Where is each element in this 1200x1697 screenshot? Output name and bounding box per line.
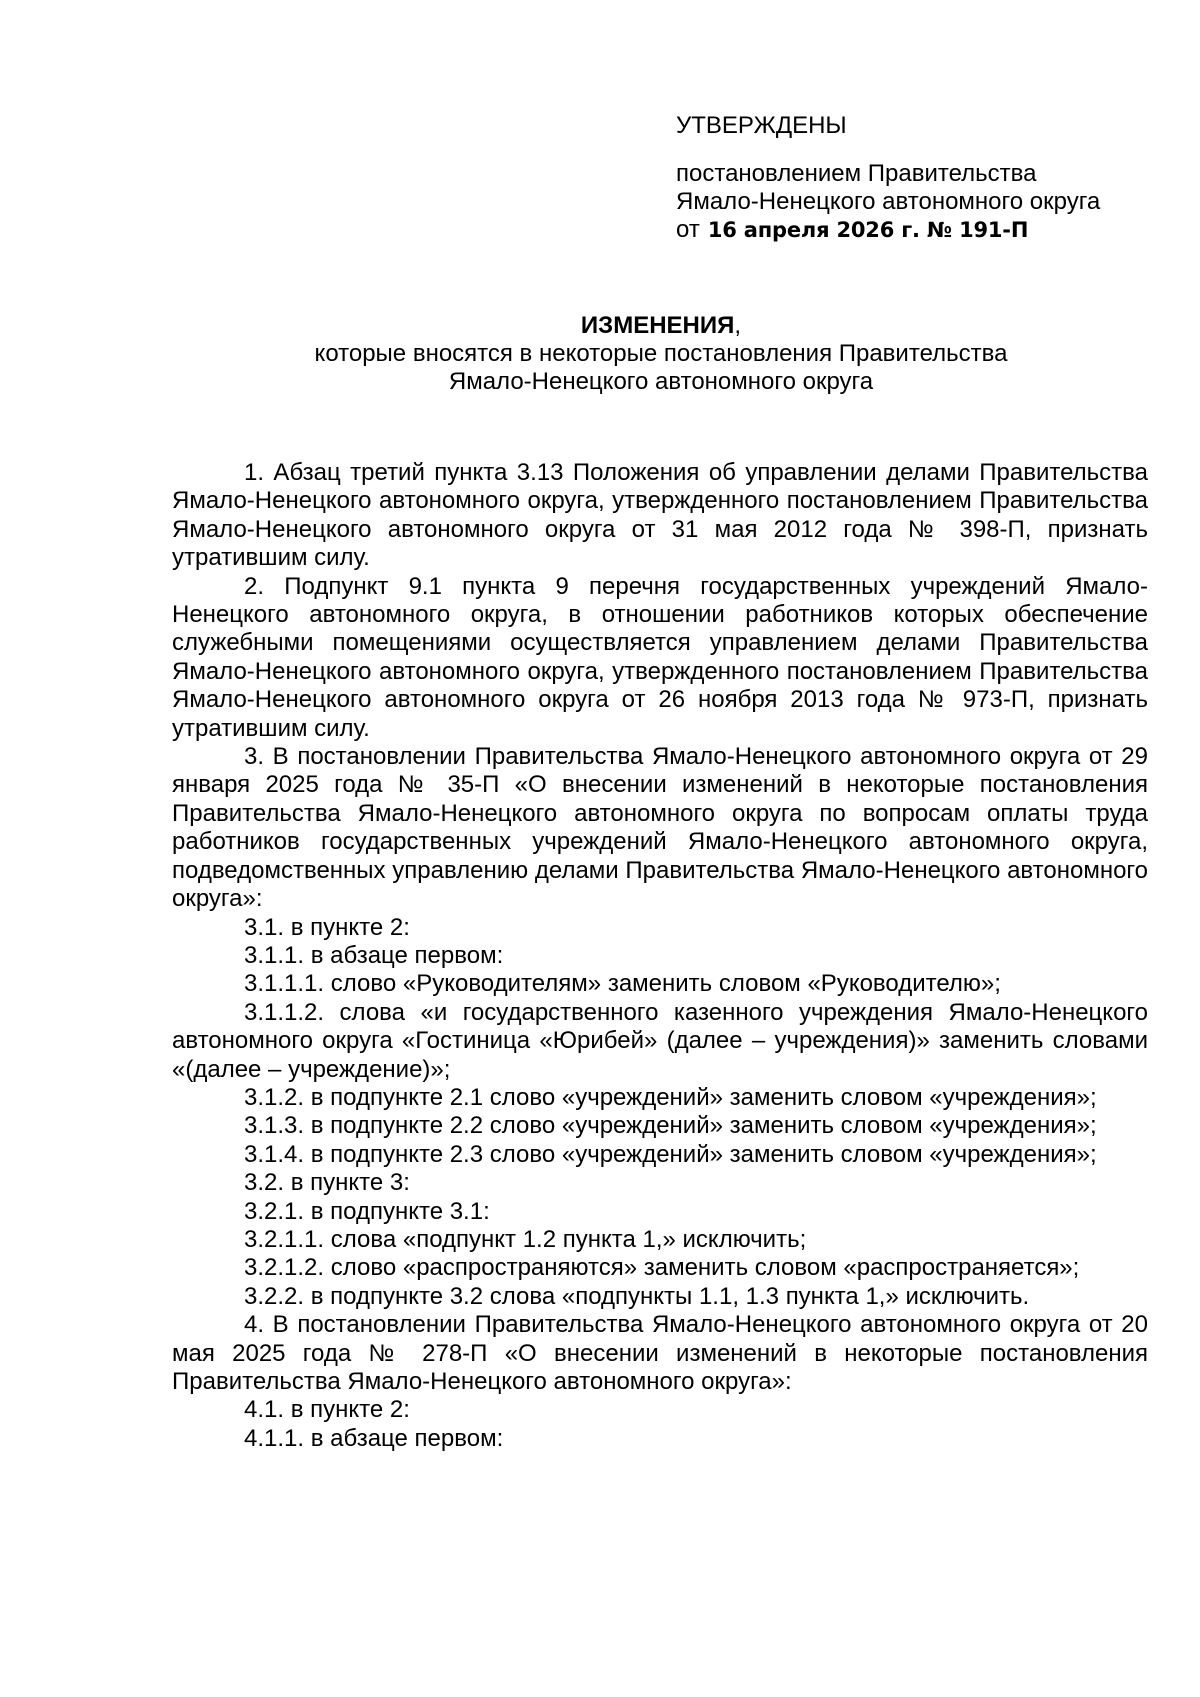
paragraph-2: 2. Подпункт 9.1 пункта 9 перечня государственных учреждений Ямало-Ненецкого автономного округа, в отношении работников которых обеспечение служебными помещениями осуществляется управлением делами Правительства Ямало-Ненецкого автономного округа, утвержденного постановлением Правительства Ямало-Ненецкого автономного округа от 26 ноября 2013 года № 973-П, признать утратившим силу. [172,572,1148,742]
paragraph-3-1-1-1: 3.1.1.1. слово «Руководителям» заменить словом «Руководителю»; [244,970,1001,998]
paragraph-3-2-2: 3.2.2. в подпункте 3.2 слова «подпункты 1.1, 1.3 пункта 1,» исключить. [244,1282,1030,1310]
approval-line-2: Ямало-Ненецкого автономного округа [676,188,1101,215]
title-heading: ИЗМЕНЕНИЯ [580,312,735,339]
title-heading-line [175,312,1147,340]
paragraph-4: 4. В постановлении Правительства Ямало-Ненецкого автономного округа от 20 мая 2025 года № 278-П «О внесении изменений в некоторые постановления Правительства Ямало-Ненецкого автономного округа»: [172,1311,1148,1395]
paragraph-3-1-3: 3.1.3. в подпункте 2.2 слово «учреждений» заменить словом «учреждения»; [244,1112,1097,1140]
approval-date-line [676,216,1176,244]
paragraph-3-1-1: 3.1.1. в абзаце первом: [244,941,504,969]
paragraph-3-2-1: 3.2.1. в подпункте 3.1: [244,1197,490,1225]
paragraph-3-2: 3.2. в пункте 3: [244,1169,410,1197]
paragraph-4-1-1: 4.1.1. в абзаце первом: [244,1424,504,1452]
paragraph-3-1-2: 3.1.2. в подпункте 2.1 слово «учреждений» заменить словом «учреждения»; [244,1083,1097,1111]
paragraph-3-1: 3.1. в пункте 2: [244,913,410,941]
paragraph-3-1-1-2: 3.1.1.2. слова «и государственного казенного учреждения Ямало-Ненецкого автономного округа «Гостиница «Юрибей» (далее – учреждения)» заменить словами «(далее – учреждение)»; [172,998,1148,1083]
title-heading-suffix: , [734,312,742,339]
paragraph-1: 1. Абзац третий пункта 3.13 Положения об управлении делами Правительства Ямало-Ненецкого автономного округа, утвержденного постановлением Правительства Ямало-Ненецкого автономного округа от 31 мая 2012 года № 398-П, признать утратившим силу. [172,459,1148,572]
title-subtitle-line-1: которые вносятся в некоторые постановления Правительства [314,340,1008,367]
paragraph-3-1-4: 3.1.4. в подпункте 2.3 слово «учреждений» заменить словом «учреждения»; [244,1140,1097,1168]
paragraph-3: 3. В постановлении Правительства Ямало-Ненецкого автономного округа от 29 января 2025 года № 35-П «О внесении изменений в некоторые постановления Правительства Ямало-Ненецкого автономного округа по вопросам оплаты труда работников государственных учреждений Ямало-Ненецкого автономного округа, подведомственных управлению делами Правительства Ямало-Ненецкого автономного округа»: [172,743,1148,913]
paragraph-4-1: 4.1. в пункте 2: [244,1396,410,1424]
document-title [175,312,1147,396]
approval-stamp-block [676,112,1176,244]
paragraph-3-2-1-2: 3.2.1.2. слово «распространяются» заменить словом «распространяется»; [244,1254,1080,1282]
approval-line-1: постановлением Правительства [676,160,1037,187]
paragraph-3-2-1-1: 3.2.1.1. слова «подпункт 1.2 пункта 1,» исключить; [244,1225,807,1253]
approval-date-number: 16 апреля 2026 г. № 191-П [707,218,1029,242]
document-body [172,459,1148,1453]
title-subtitle-line-2: Ямало-Ненецкого автономного округа [448,368,874,395]
approved-label: УТВЕРЖДЕНЫ [676,112,847,139]
approval-from-label: от [676,216,700,243]
